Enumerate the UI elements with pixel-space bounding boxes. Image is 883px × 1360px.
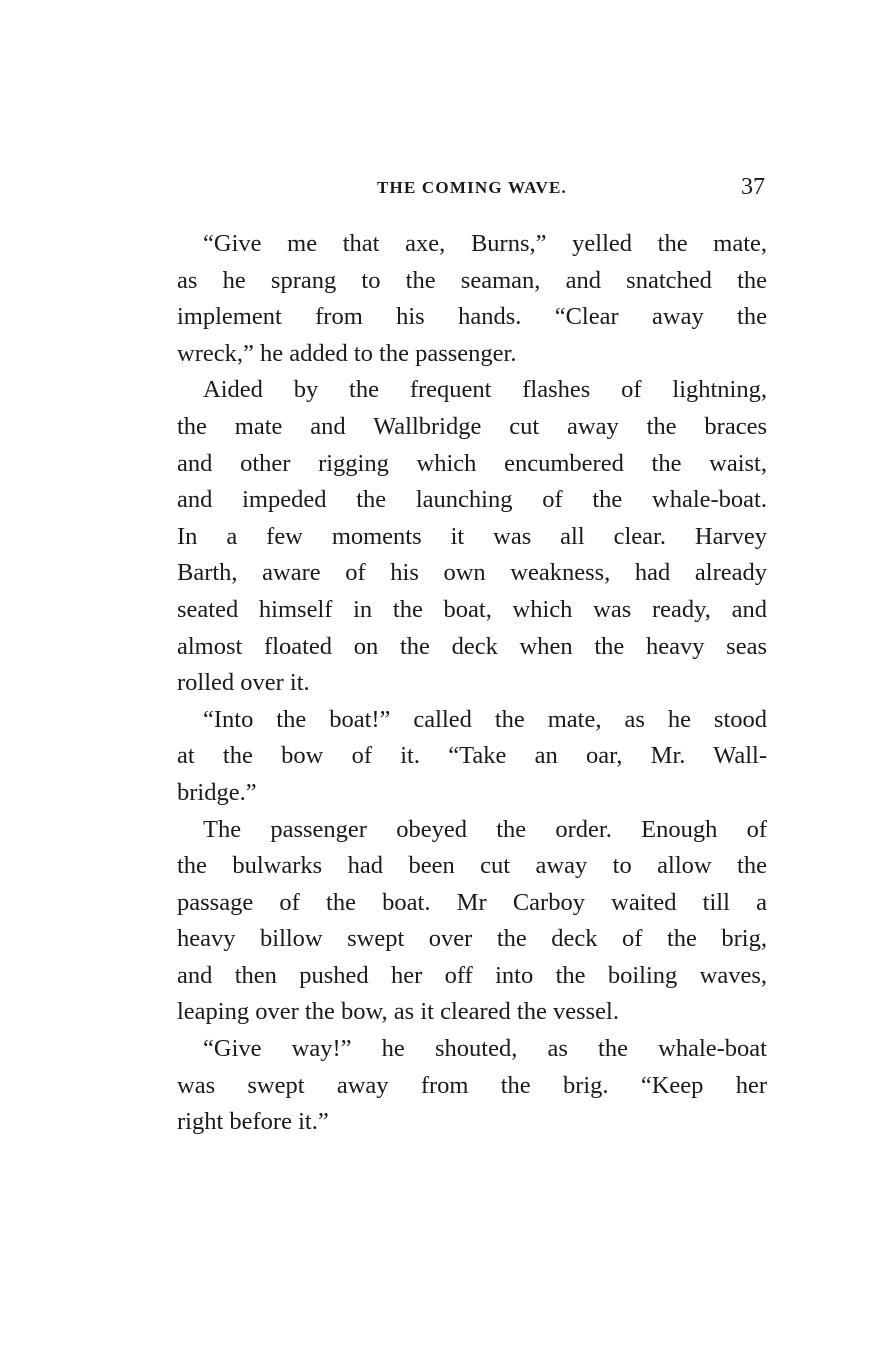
text-line: “Give me that axe, Burns,” yelled the mate,	[203, 230, 767, 257]
text-line: “Into the boat!” called the mate, as he stood	[203, 705, 767, 733]
paragraph	[177, 702, 767, 812]
text-line: The passenger obeyed the order. Enough of	[203, 815, 767, 843]
text-line: Barth, aware of his own weakness, had already	[177, 559, 767, 587]
paragraph	[177, 226, 767, 372]
text-line: “Give way!” he shouted, as the whale-boat	[203, 1035, 767, 1063]
text-line: right before it.”	[177, 1108, 329, 1136]
text-line: was swept away from the brig. “Keep her	[177, 1071, 767, 1099]
running-title: THE COMING WAVE.	[376, 178, 568, 197]
text-line: bridge.”	[177, 778, 257, 806]
text-line: and other rigging which encumbered the waist,	[177, 449, 767, 477]
paragraph	[177, 812, 767, 1032]
paragraph	[177, 1031, 767, 1141]
paragraph	[177, 372, 767, 701]
text-line: implement from his hands. “Clear away the	[177, 303, 767, 331]
text-line: Aided by the frequent flashes of lightning,	[203, 376, 767, 404]
text-line: passage of the boat. Mr Carboy waited till a	[177, 888, 767, 916]
text-line: leaping over the bow, as it cleared the vessel.	[177, 998, 619, 1026]
text-line: at the bow of it. “Take an oar, Mr. Wall-	[177, 742, 767, 770]
text-line: seated himself in the boat, which was ready, and	[177, 595, 767, 623]
text-line: In a few moments it was all clear. Harvey	[177, 522, 767, 550]
text-line: almost floated on the deck when the heavy seas	[177, 632, 767, 660]
text-line: the bulwarks had been cut away to allow the	[177, 852, 767, 880]
text-body	[177, 226, 767, 1141]
page-number: 37	[741, 174, 765, 200]
running-head	[177, 174, 767, 208]
text-line: the mate and Wallbridge cut away the braces	[177, 412, 767, 440]
text-line: as he sprang to the seaman, and snatched the	[177, 266, 767, 294]
text-line: wreck,” he added to the passenger.	[177, 339, 517, 367]
text-line: and then pushed her off into the boiling waves,	[177, 961, 767, 989]
text-line: and impeded the launching of the whale-boat.	[177, 486, 767, 514]
text-line: heavy billow swept over the deck of the brig,	[177, 925, 767, 953]
text-line: rolled over it.	[177, 669, 310, 697]
